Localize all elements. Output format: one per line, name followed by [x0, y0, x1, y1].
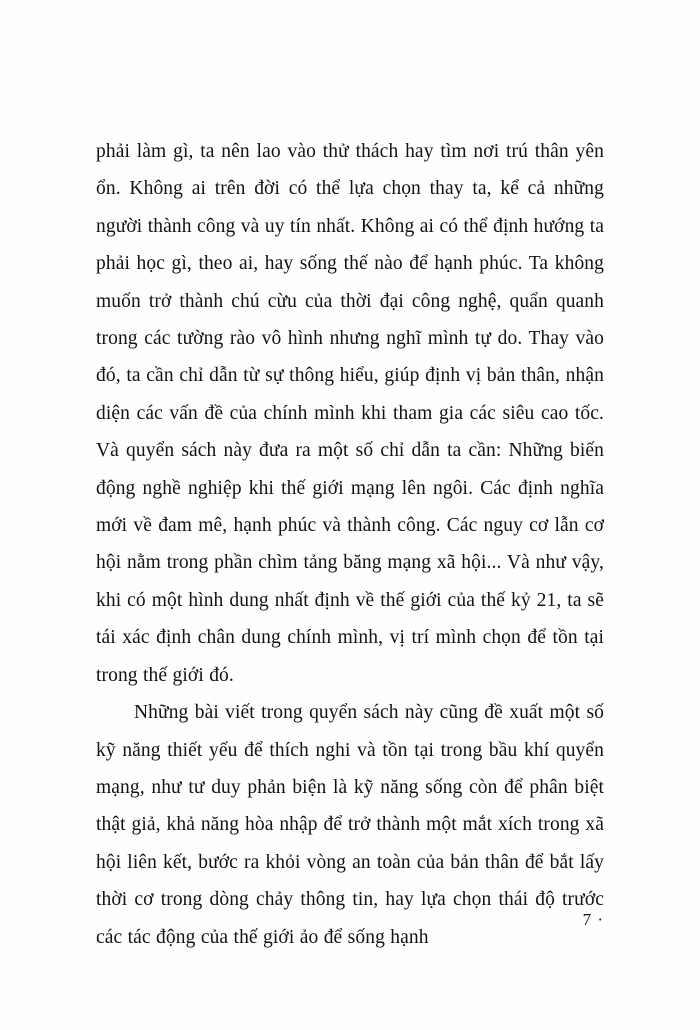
body-paragraph-2: Những bài viết trong quyển sách này cũng đề xuất một số kỹ năng thiết yếu để thích nghi và tồn tại trong bầu khí quyển mạng, như tư duy phản biện là kỹ năng sống còn để phân biệt thật giả, khả năng hòa nhập để trở thành một mắt xích trong xã hội liên kết, bước ra khỏi vòng an toàn của bản thân để bắt lấy thời cơ trong dòng chảy thông tin, hay lựa chọn thái độ trước các tác động của thế giới ảo để sống hạnh — [96, 702, 604, 948]
page-number: 7 · — [582, 910, 604, 929]
body-paragraph-1: phải làm gì, ta nên lao vào thử thách hay tìm nơi trú thân yên ổn. Không ai trên đời có thể lựa chọn thay ta, kể cả những người thành công và uy tín nhất. Không ai có thể định hướng ta phải học gì, theo ai, hay sống thế nào để hạnh phúc. Ta không muốn trở thành chú cừu của thời đại công nghệ, quẩn quanh trong các tường rào vô hình nhưng nghĩ mình tự do. Thay vào đó, ta cần chỉ dẫn từ sự thông hiểu, giúp định vị bản thân, nhận diện các vấn đề của chính mình khi tham gia các siêu cao tốc. Và quyển sách này đưa ra một số chỉ dẫn ta cần: Những biến động nghề nghiệp khi thế giới mạng lên ngôi. Các định nghĩa mới về đam mê, hạnh phúc và thành công. Các nguy cơ lẫn cơ hội nằm trong phần chìm tảng băng mạng xã hội... Và như vậy, khi có một hình dung nhất định về thế giới của thế kỷ 21, ta sẽ tái xác định chân dung chính mình, vị trí mình chọn để tồn tại trong thế giới đó. — [96, 141, 604, 686]
page-text-block — [96, 133, 604, 956]
